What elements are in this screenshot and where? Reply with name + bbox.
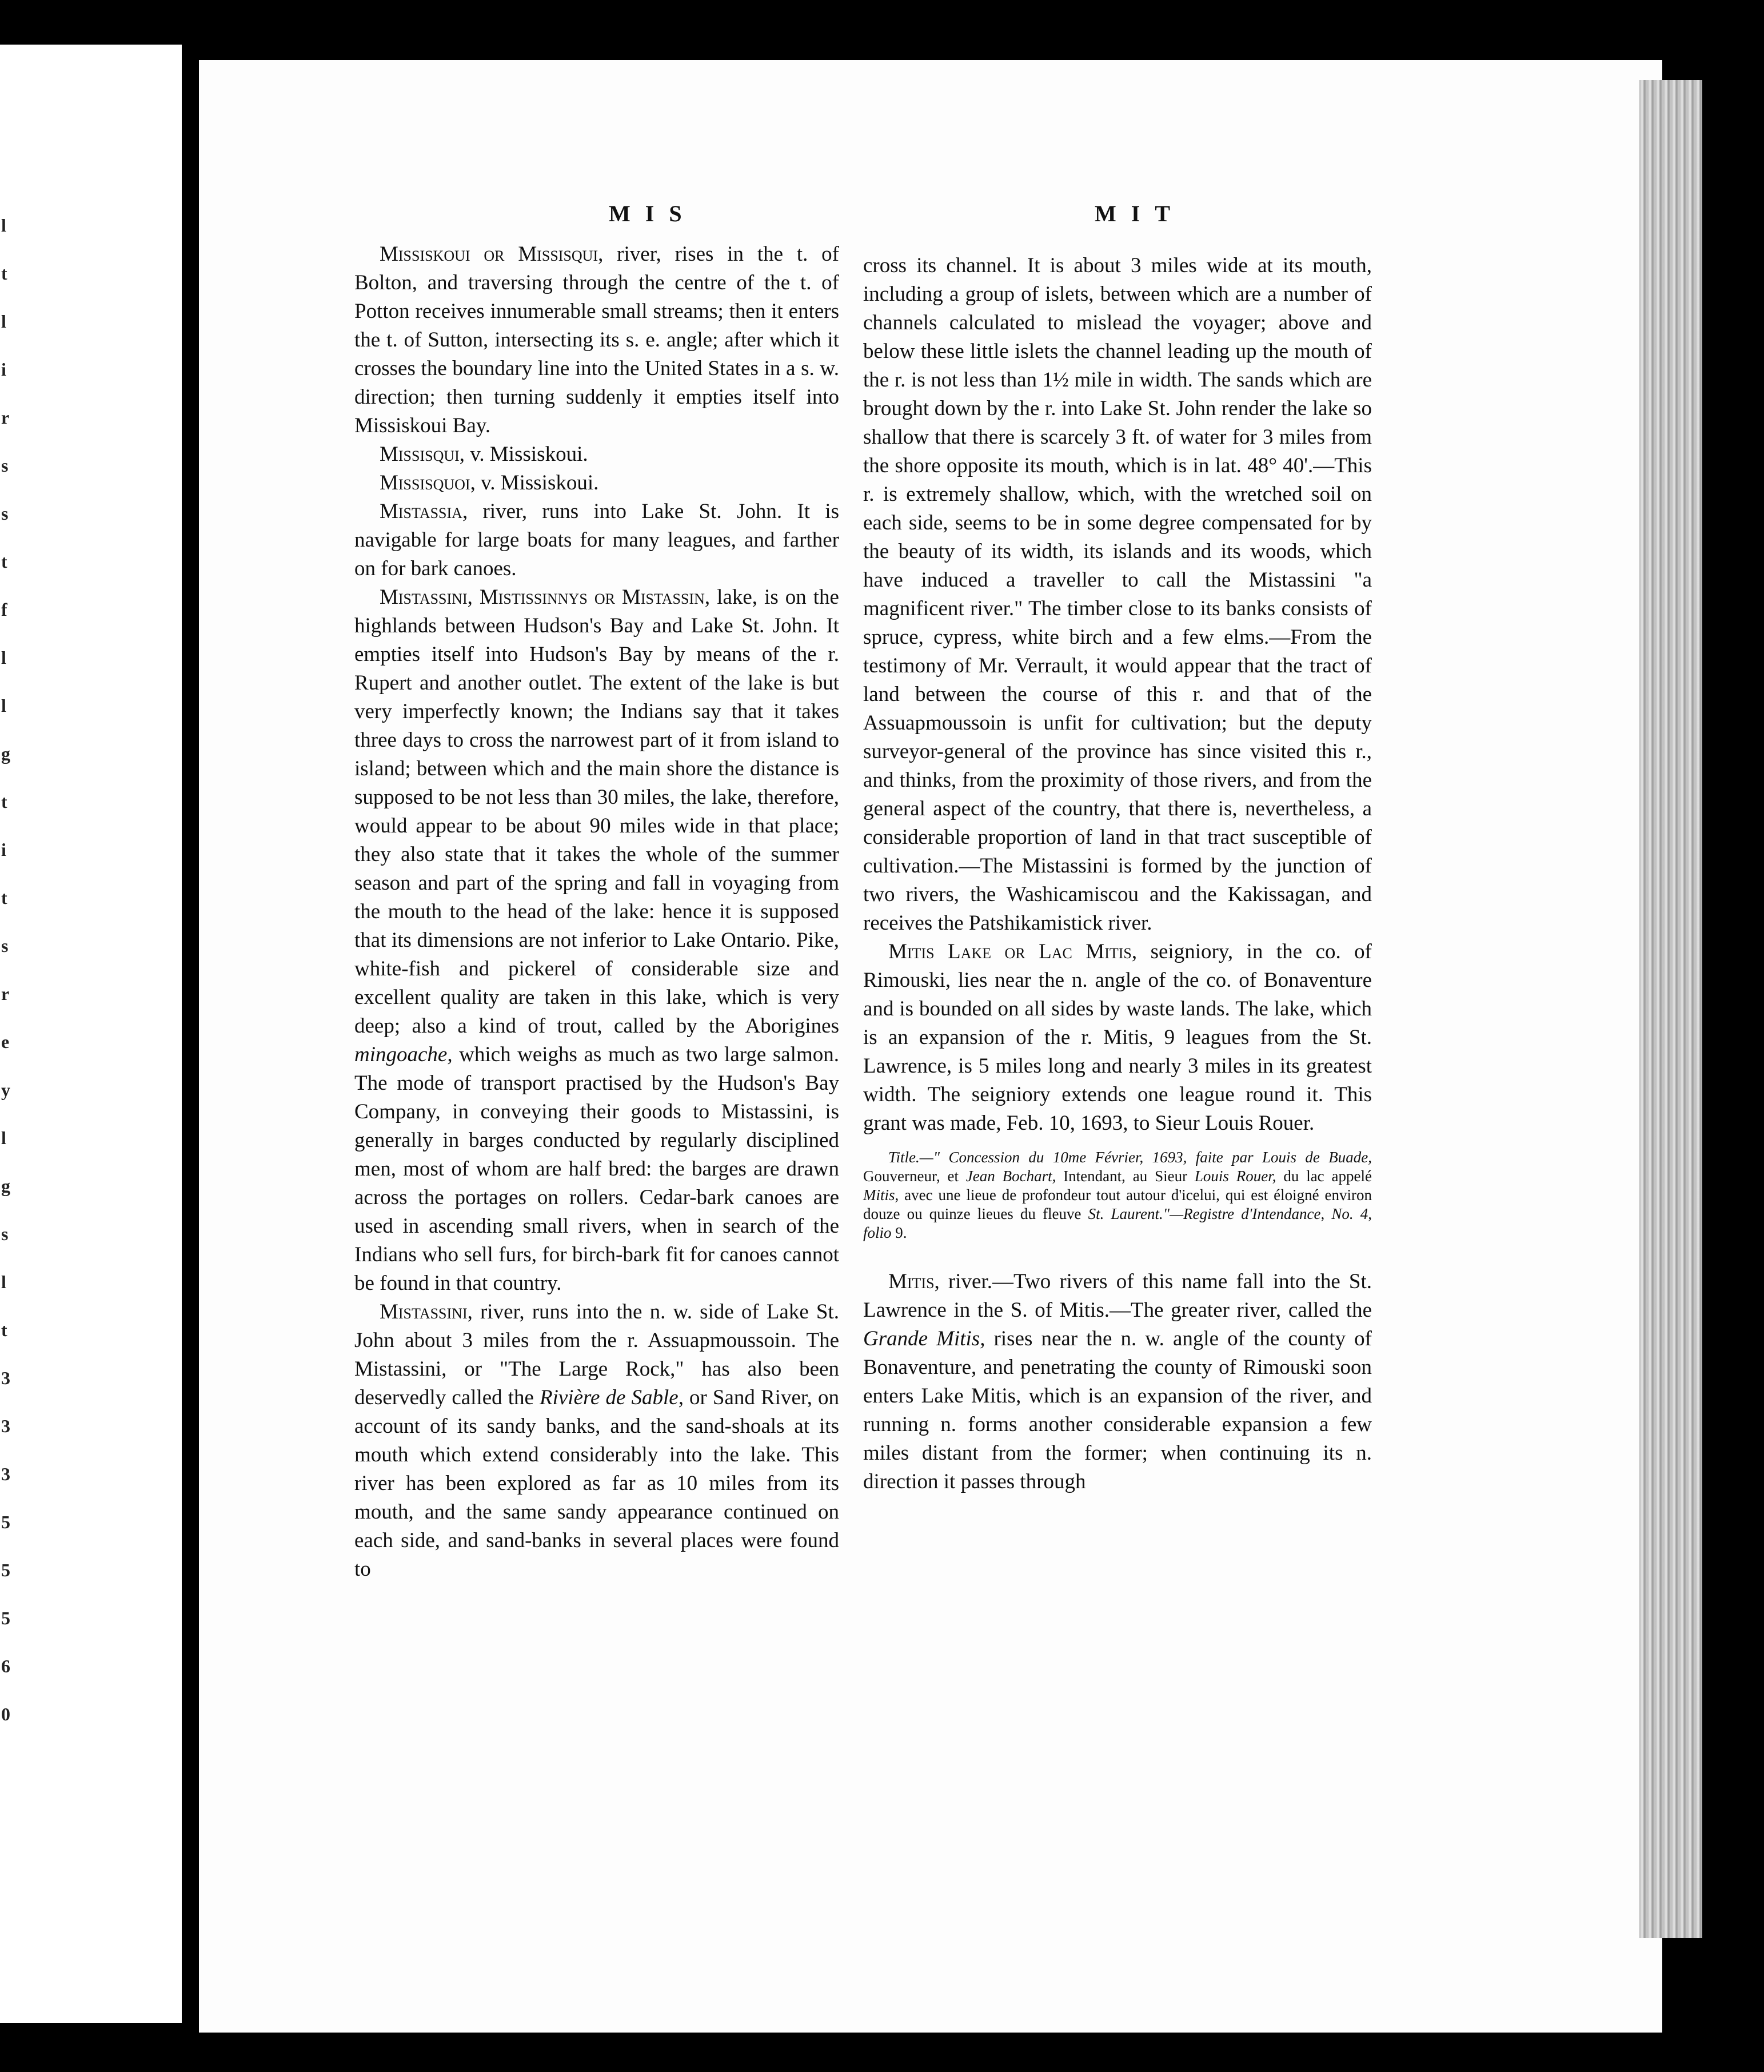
margin-fragment: 3	[1, 1416, 10, 1436]
margin-fragment: g	[1, 743, 10, 764]
margin-fragment: l	[1, 695, 6, 716]
margin-fragment: t	[1, 551, 7, 572]
title-footnote	[863, 1148, 1372, 1242]
margin-fragment: t	[1, 263, 7, 284]
margin-fragment: 5	[1, 1512, 10, 1532]
margin-fragment: l	[1, 215, 6, 236]
entry-mitis-river	[863, 1268, 1372, 1496]
entry-heading: Missisqui,	[380, 443, 465, 466]
margin-fragment: 0	[1, 1704, 10, 1724]
margin-fragment: r	[1, 983, 10, 1004]
margin-fragment: l	[1, 311, 6, 332]
note-text: Title.—" Concession du 10me Février, 1693, faite par	[888, 1149, 1262, 1166]
page-fore-edge	[1639, 80, 1702, 1938]
entry-italic: Rivière de Sable,	[540, 1386, 684, 1409]
entry-mitis-lake	[863, 938, 1372, 1138]
margin-fragment: 5	[1, 1560, 10, 1580]
entry-heading: Missisquoi,	[380, 471, 476, 495]
entry-heading: Mistassini,	[380, 1300, 473, 1324]
entry-mistassini-river	[354, 1298, 839, 1584]
margin-fragment: t	[1, 887, 7, 908]
entry-text: rises near the n. w. angle of the county of Bonaventure, and penetrating the county of Rimouski soon enters Lake Mitis, which is an expansion of the river, and running n. forms another considerable expansion a few miles distant from the former; when continuing its n. direction it passes through	[863, 1327, 1372, 1493]
margin-fragment: r	[1, 407, 10, 428]
entry-mistassia	[354, 497, 839, 583]
margin-fragment: t	[1, 1320, 7, 1340]
entry-missiskoui	[354, 240, 839, 440]
entry-heading: Mistassia,	[380, 500, 468, 523]
text-column-right	[863, 252, 1372, 1496]
margin-fragment: 5	[1, 1608, 10, 1628]
entry-heading: Mistassini, Mistissinnys or Mistassin,	[380, 585, 711, 609]
margin-fragment: 6	[1, 1656, 10, 1676]
margin-fragment: l	[1, 647, 6, 668]
entry-missisqui	[354, 440, 839, 469]
margin-fragment: y	[1, 1079, 10, 1100]
text-column-left	[354, 240, 839, 1584]
entry-italic: mingoache,	[354, 1043, 453, 1066]
margin-fragment: l	[1, 1272, 6, 1292]
entry-text: lake, is on the highlands between Hudson's Bay and Lake St. John. It empties itself into Hudson's Bay by means of the r. Rupert and another outlet. The extent of the lake is but very imperfectly known; the Indians say that it takes three days to cross the narrowest part of it from island to island; between which and the main shore the distance is supposed to be not less than 30 miles, the lake, therefore, would appear to be about 90 miles wide in that place; they also state that it takes the whole of the summer season and part of the spring and fall in voyaging from the mouth to the head of the lake: hence it is supposed that its dimensions are not inferior to Lake Ontario. Pike, white-fish and pickerel of considerable size and excellent quality are taken in this lake, which is very deep; also a kind of trout, called by the Aborigines	[354, 585, 839, 1038]
facing-page-text-fragments	[1, 216, 13, 1760]
entry-text: cross its channel. It is about 3 miles wide at its mouth, including a group of islets, between which are a number of channels calculated to mislead the voyager; above and below these little islets the channel leading up the mouth of the r. is not less than 1½ mile in width. The sands which are brought down by the r. into Lake St. John render the lake so shallow that there is scarcely 3 ft. of water for 3 miles from the shore opposite its mouth, which is in lat. 48° 40'.—This r. is extremely shallow, which, with the wretched soil on each side, seems to be in some degree compensated for by the beauty of its width, its islands and its woods, which have induced a traveller to call the Mistassini "a magnificent river." The timber close to its banks consists of spruce, cypress, white birch and a few elms.—From the testimony of Mr. Verrault, it would appear that the tract of land between the course of this r. and that of the Assuapmoussoin is unfit for cultivation; but the deputy surveyor-general of the province has since visited this r., and thinks, from the proximity of those rivers, and from the general aspect of the country, that there is, nevertheless, a considerable proportion of land in that tract susceptible of cultivation.—The Mistassini is formed by the junction of two rivers, the Washicamiscou and the Kakissagan, and receives the Patshikamistick river.	[863, 254, 1372, 935]
margin-fragment: 3	[1, 1368, 10, 1388]
entry-text: v. Missiskoui.	[465, 443, 588, 466]
note-italic: Mitis,	[863, 1186, 899, 1204]
margin-fragment: t	[1, 791, 7, 812]
entry-italic: Grande Mitis,	[863, 1327, 985, 1350]
note-text: avec une lieue de profondeur tout autour d'icelui, qui est éloigné environ douze ou quinze lieues du fleuve	[863, 1186, 1372, 1222]
margin-fragment: s	[1, 1224, 9, 1244]
entry-heading: Missiskoui or Missisqui,	[380, 242, 604, 266]
note-italic: Louis de Buade,	[1262, 1149, 1372, 1166]
note-italic: Louis Rouer,	[1194, 1168, 1276, 1185]
margin-fragment: l	[1, 1127, 6, 1148]
note-italic: Jean Bochart,	[965, 1168, 1056, 1185]
entry-text: v. Missiskoui.	[475, 471, 599, 495]
note-text: Gouverneur, et	[863, 1168, 966, 1185]
entry-text: river, runs into the n. w. side of Lake St. John about 3 miles from the r. Assuapmoussoin. The Mistassini, or "The Large Rock," has also been deservedly called the	[354, 1300, 839, 1409]
note-text: Intendant, au Sieur	[1056, 1168, 1195, 1185]
note-text: 9.	[891, 1224, 907, 1241]
running-head-left: MIS	[609, 201, 697, 226]
entry-text: or Sand River, on account of its sandy banks, and the sand-shoals at its mouth which extend considerably into the lake. This river has been explored as far as 10 miles from its mouth, and the same sandy appearance continued on each side, and sand-banks in several places were found to	[354, 1386, 840, 1581]
margin-fragment: s	[1, 455, 9, 476]
margin-fragment: 3	[1, 1464, 10, 1484]
facing-page-edge	[0, 45, 182, 2023]
running-head-right: MIT	[1095, 201, 1185, 226]
margin-fragment: s	[1, 503, 9, 524]
margin-fragment: f	[1, 599, 7, 620]
entry-heading: Mitis Lake or Lac Mitis,	[888, 940, 1138, 963]
entry-text: river.—Two rivers of this name fall into the St. Lawrence in the S. of Mitis.—The greater river, called the	[863, 1270, 1372, 1322]
entry-heading: Mitis,	[888, 1270, 940, 1293]
margin-fragment: s	[1, 935, 9, 956]
entry-text: river, runs into Lake St. John. It is navigable for large boats for many leagues, and farther on for bark canoes.	[354, 500, 839, 580]
note-text: du lac appelé	[1276, 1168, 1372, 1185]
margin-fragment: g	[1, 1176, 10, 1196]
entry-text: river, rises in the t. of Bolton, and traversing through the centre of the t. of Potton receives innumerable small streams; then it enters the t. of Sutton, intersecting its s. e. angle; after which it crosses the boundary line into the United States in a s. w. direction; then turning suddenly it empties itself into Missiskoui Bay.	[354, 242, 839, 437]
entry-missisquoi	[354, 469, 839, 497]
margin-fragment: i	[1, 839, 6, 860]
note-italic: St. Laurent."—Registre d'Intendance, No. 4, folio	[863, 1205, 1372, 1241]
entry-text: seigniory, in the co. of Rimouski, lies near the n. angle of the co. of Bonaventure and is bounded on all sides by waste lands. The lake, which is an expansion of the r. Mitis, 9 leagues from the St. Lawrence, is 5 miles long and nearly 3 miles in its greatest width. The seigniory extends one league round it. This grant was made, Feb. 10, 1693, to Sieur Louis Rouer.	[863, 940, 1372, 1135]
margin-fragment: e	[1, 1031, 10, 1052]
entry-mistassini-lake	[354, 583, 839, 1298]
margin-fragment: i	[1, 359, 6, 380]
entry-continuation	[863, 252, 1372, 938]
entry-text: which weighs as much as two large salmon. The mode of transport practised by the Hudson's Bay Company, in conveying their goods to Mistassini, is generally in barges conducted by regularly disciplined men, most of whom are half bred: the barges are drawn across the portages on rollers. Cedar-bark canoes are used in ascending small rivers, when in search of the Indians who sell furs, for birch-bark fit for canoes cannot be found in that country.	[354, 1043, 839, 1295]
